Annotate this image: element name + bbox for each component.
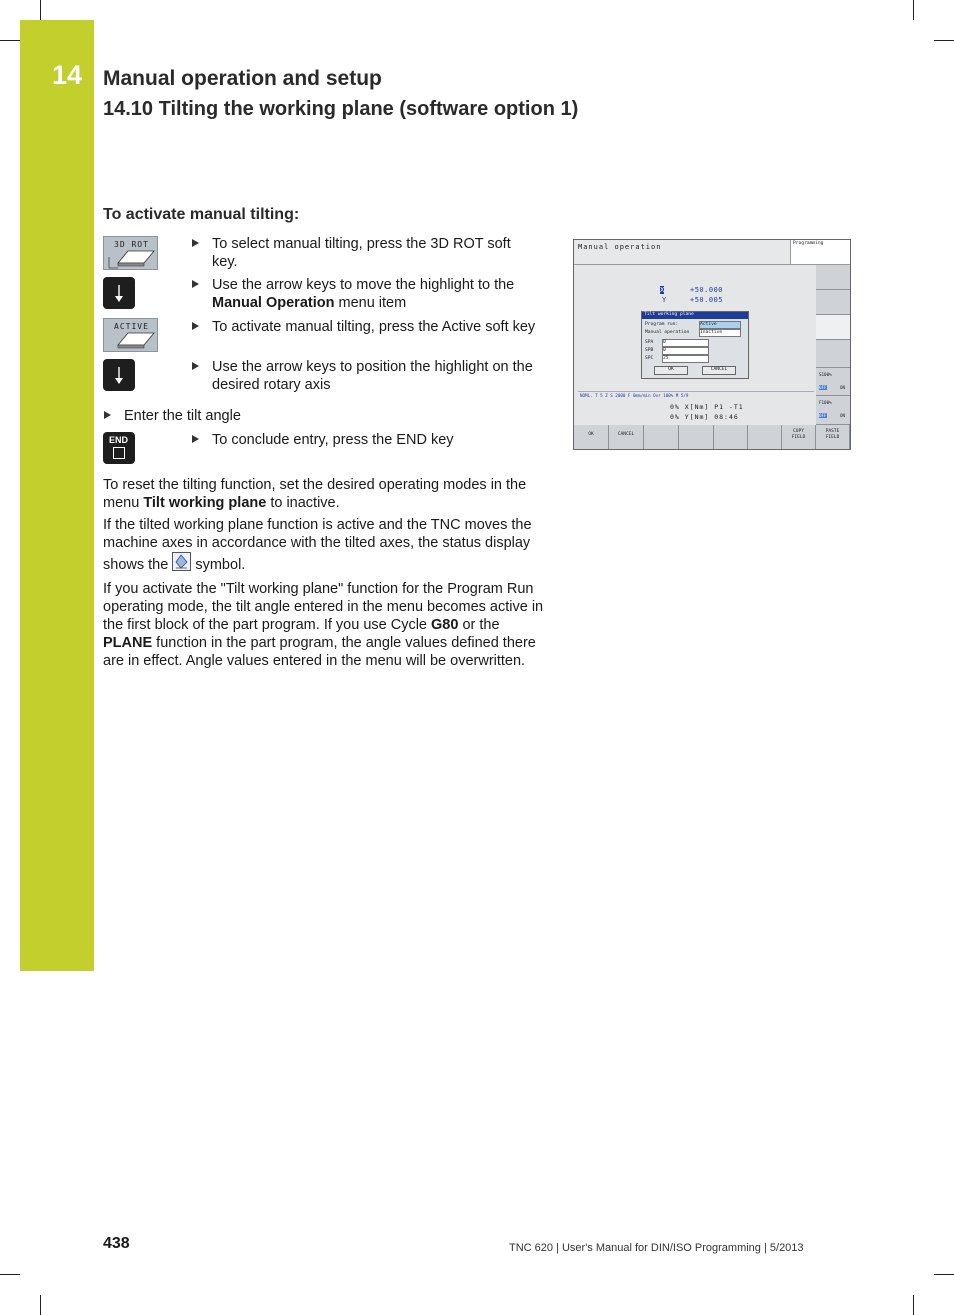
arrow-down-key xyxy=(103,359,135,391)
spb-input[interactable]: 0 xyxy=(662,347,709,355)
step-activate: To activate manual tilting, press the Active soft key xyxy=(192,318,547,336)
step-enter-angle: Enter the tilt angle xyxy=(104,407,404,425)
main-area xyxy=(574,265,816,425)
soft-key-label: ACTIVE xyxy=(114,322,149,331)
soft-key-3d-rot xyxy=(103,236,158,270)
bullet-triangle-icon xyxy=(192,239,199,247)
vertical-soft-key[interactable] xyxy=(816,290,850,315)
chapter-sidebar xyxy=(20,20,94,971)
soft-key-active xyxy=(103,318,158,352)
bullet-triangle-icon xyxy=(192,280,199,288)
vertical-soft-key[interactable] xyxy=(816,340,850,368)
axis-x-label: X xyxy=(660,286,665,294)
subsection-heading: To activate manual tilting: xyxy=(103,206,300,223)
soft-key-empty[interactable] xyxy=(714,425,748,449)
step-conclude: To conclude entry, press the END key xyxy=(192,431,532,449)
step-position-highlight: Use the arrow keys to position the highlight on the desired rotary axis xyxy=(192,358,547,394)
crop-mark xyxy=(0,1274,20,1275)
arrow-down-key xyxy=(103,277,135,309)
soft-key-empty[interactable] xyxy=(644,425,679,449)
crop-mark xyxy=(913,0,914,20)
dialog-cancel-button[interactable]: CANCEL xyxy=(702,366,736,375)
spc-input[interactable]: 25 xyxy=(662,355,709,363)
section-title: 14.10 Tilting the working plane (software option 1) xyxy=(103,98,579,120)
crop-mark xyxy=(40,0,41,20)
axis-x-value: +50.000 xyxy=(690,286,724,294)
soft-key-copy-field[interactable]: COPY FIELD xyxy=(782,425,816,449)
axis-y-value: +50.005 xyxy=(690,296,724,304)
crop-mark xyxy=(913,1295,914,1315)
paragraph-program-run: If you activate the "Tilt working plane" function for the Program Run operating mode, the tilt angle entered in the menu becomes active in the first block of the part program. If you use Cycle G80 or the PLANE function in the part program, the angle values defined there are in effect. Angle values entered in the menu will be overwritten. xyxy=(103,581,544,669)
chapter-number: 14 xyxy=(52,60,83,90)
tilt-dialog: Tilt working plane Program run: Active Manual operation Inactive SPA 0 SPB 0 SPC 25 OK CANCEL xyxy=(641,311,749,379)
bullet-triangle-icon xyxy=(104,411,111,419)
page-number: 438 xyxy=(103,1235,130,1252)
dialog-titlebar: Tilt working plane xyxy=(642,312,748,319)
tilt-plane-icon xyxy=(104,237,159,271)
bullet-triangle-icon xyxy=(192,362,199,370)
footer-text: TNC 620 | User's Manual for DIN/ISO Programming | 5/2013 xyxy=(509,1242,804,1254)
crop-mark xyxy=(0,40,20,41)
arrow-down-icon xyxy=(103,359,135,391)
bullet-triangle-icon xyxy=(192,435,199,443)
tilt-status-icon xyxy=(172,552,191,571)
step-move-highlight: Use the arrow keys to move the highlight to the Manual Operation menu item xyxy=(192,276,542,312)
paragraph-reset: To reset the tilting function, set the desired operating modes in the menu Tilt working plane to inactive. xyxy=(103,477,527,511)
dialog-ok-button[interactable]: OK xyxy=(654,366,688,375)
spa-input[interactable]: 0 xyxy=(662,339,709,347)
screen-title: Manual operation xyxy=(578,243,662,251)
arrow-down-icon xyxy=(103,277,135,309)
load-display-2: 0% Y[Nm] 08:46 xyxy=(670,413,739,421)
soft-key-paste-field[interactable]: PASTE FIELD xyxy=(816,425,850,449)
vertical-soft-key[interactable] xyxy=(816,265,850,290)
end-key-label: END xyxy=(109,435,129,445)
crop-mark xyxy=(40,1295,41,1315)
manual-operation-select[interactable]: Inactive xyxy=(699,329,741,337)
step-select-3d-rot: To select manual tilting, press the 3D ROT soft key. xyxy=(192,235,532,271)
bullet-triangle-icon xyxy=(192,322,199,330)
square-icon xyxy=(113,447,125,459)
tilt-plane-icon xyxy=(104,319,159,353)
paragraph-status-symbol: If the tilted working plane function is active and the TNC moves the machine axes in accordance with the tilted axes, the status display shows the symbol. xyxy=(103,517,532,573)
soft-key-label: 3D ROT xyxy=(114,240,149,249)
program-run-select[interactable]: Active xyxy=(699,321,741,329)
spindle-override-key[interactable]: S100% OFF ON xyxy=(816,368,850,396)
screen-tab: Programming xyxy=(790,240,851,265)
crop-mark xyxy=(934,40,954,41)
feed-override-key[interactable]: F100% OFF ON xyxy=(816,396,850,425)
chapter-title: Manual operation and setup xyxy=(103,67,382,90)
soft-key-empty[interactable] xyxy=(748,425,782,449)
soft-key-empty[interactable] xyxy=(679,425,714,449)
axis-y-label: Y xyxy=(662,296,667,304)
tnc-screenshot xyxy=(573,239,851,450)
screen-header xyxy=(574,240,790,265)
crop-mark xyxy=(934,1274,954,1275)
load-display-1: 0% X[Nm] P1 -T1 xyxy=(670,403,744,411)
vertical-soft-key[interactable] xyxy=(816,315,850,340)
status-row: NOML. T 5 Z S 2000 F 0mm/min Ovr 100% M 5/9 xyxy=(578,391,814,400)
end-key xyxy=(103,432,135,464)
soft-key-cancel[interactable]: CANCEL xyxy=(609,425,644,449)
soft-key-ok[interactable]: OK xyxy=(574,425,609,449)
